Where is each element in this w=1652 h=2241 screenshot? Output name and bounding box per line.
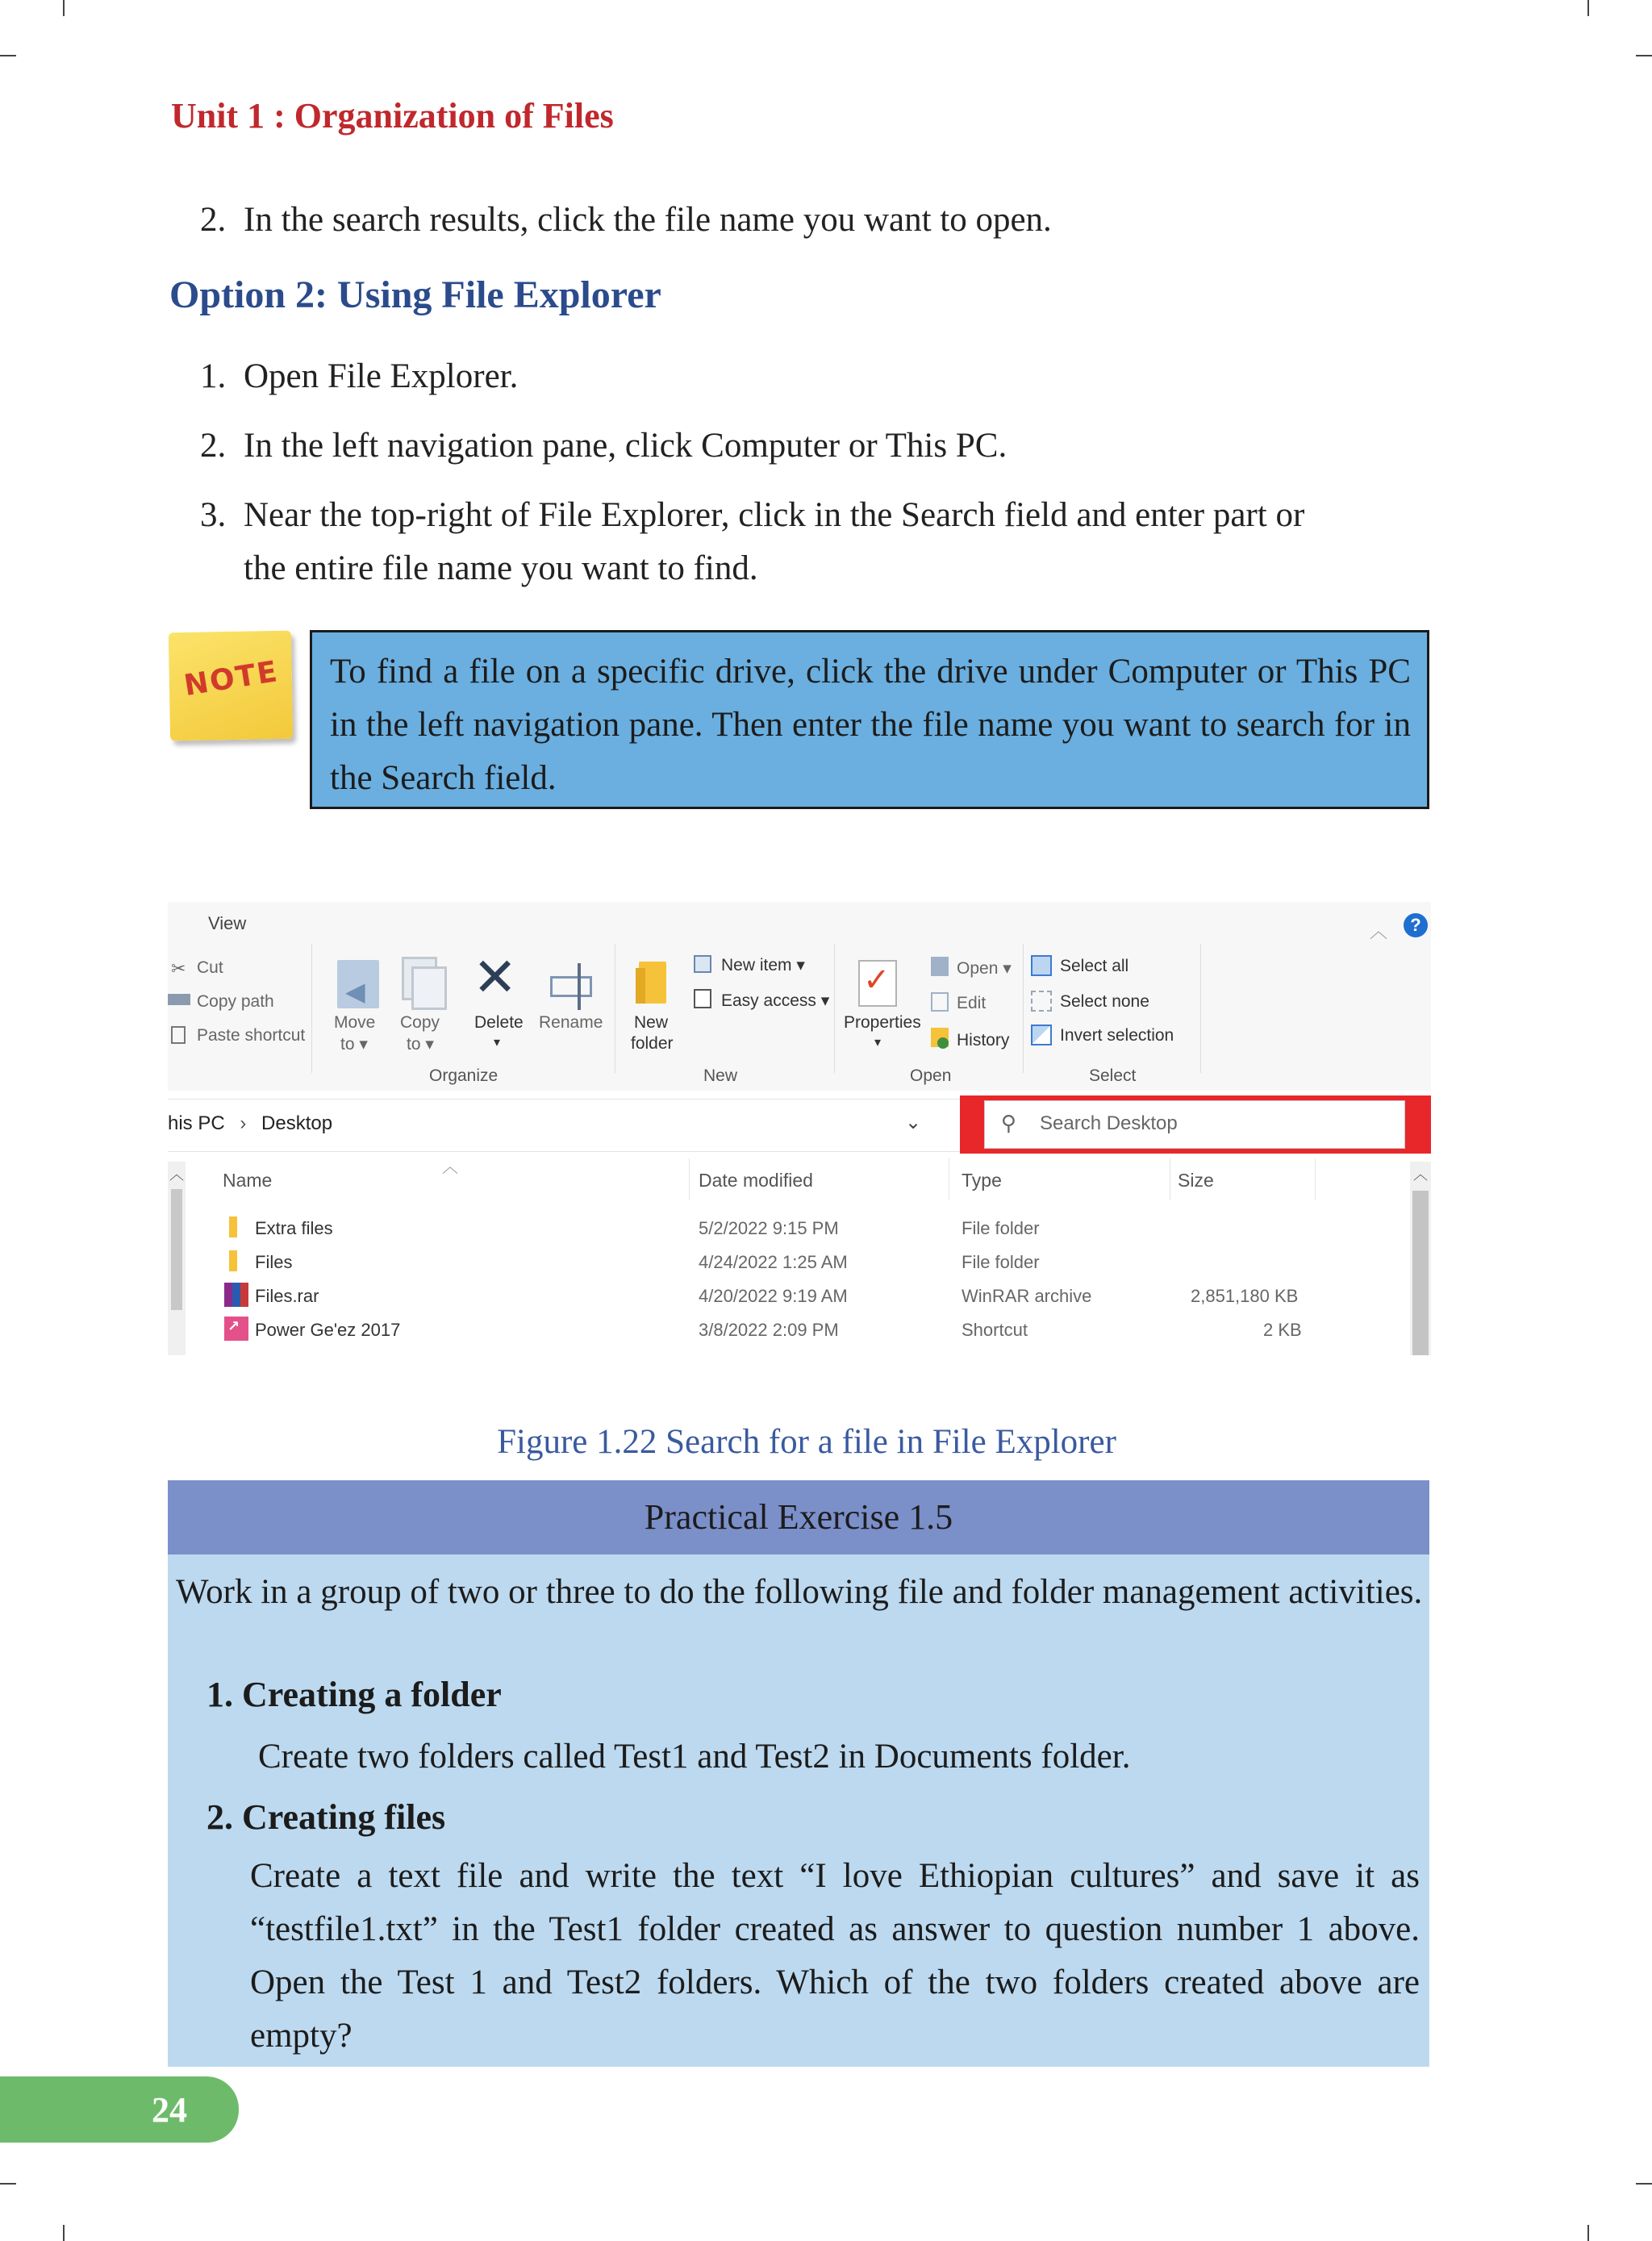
- breadcrumb: [168, 1112, 332, 1135]
- exercise-item-text: Create two folders called Test1 and Test2 in Documents folder.: [258, 1738, 1131, 1776]
- new-item-icon: [694, 955, 711, 973]
- shortcut-arrow-icon: ↗: [227, 1318, 240, 1334]
- nav-pane-scrollbar[interactable]: [168, 1162, 186, 1355]
- ribbon-separator: [311, 944, 312, 1073]
- copy-to-button[interactable]: Copy: [400, 1013, 440, 1032]
- open-icon: [931, 957, 949, 976]
- properties-dropdown[interactable]: ▾: [874, 1036, 882, 1050]
- exercise-intro: Work in a group of two or three to do the following file and folder management activities.: [176, 1573, 1423, 1611]
- edit-icon: [931, 992, 949, 1012]
- crop-mark: [63, 0, 65, 16]
- edit-button[interactable]: Edit: [957, 994, 987, 1012]
- column-header-date[interactable]: Date modified: [699, 1170, 813, 1191]
- delete-button[interactable]: Delete: [474, 1013, 524, 1032]
- rename-button[interactable]: Rename: [539, 1013, 603, 1032]
- move-to-dropdown[interactable]: to ▾: [340, 1035, 368, 1054]
- option-step: [200, 426, 1007, 465]
- address-dropdown-icon[interactable]: ⌄: [905, 1112, 922, 1133]
- new-item-button[interactable]: New item ▾: [721, 956, 805, 974]
- file-date: 4/20/2022 9:19 AM: [699, 1286, 848, 1306]
- delete-icon: ✕: [473, 947, 518, 1007]
- file-explorer-screenshot: [168, 902, 1431, 1355]
- step-text: Open File Explorer.: [244, 357, 519, 395]
- note-label: NOTE: [181, 655, 282, 703]
- breadcrumb-separator: ›: [240, 1112, 247, 1134]
- file-name: Files.rar: [255, 1286, 319, 1306]
- select-all-icon: [1031, 955, 1052, 976]
- view-tab[interactable]: View: [208, 913, 247, 933]
- file-name: Extra files: [255, 1218, 333, 1238]
- scrollbar-thumb[interactable]: [171, 1189, 182, 1310]
- crop-mark: [1636, 55, 1652, 56]
- new-folder-button[interactable]: New: [634, 1013, 669, 1032]
- breadcrumb-this-pc[interactable]: his PC: [168, 1112, 225, 1134]
- crop-mark: [63, 2225, 65, 2241]
- history-button[interactable]: History: [957, 1031, 1010, 1050]
- crop-mark: [0, 55, 16, 56]
- select-none-icon: [1031, 991, 1052, 1012]
- note-sticky-icon: [169, 631, 293, 741]
- arrow-left-icon: ◀: [345, 977, 365, 1006]
- breadcrumb-desktop[interactable]: Desktop: [261, 1112, 333, 1134]
- ribbon-separator: [1200, 944, 1201, 1073]
- file-date: 4/24/2022 1:25 AM: [699, 1252, 848, 1272]
- exercise-header: [168, 1480, 1429, 1555]
- search-placeholder: Search Desktop: [1040, 1112, 1178, 1134]
- file-list-scrollbar[interactable]: [1410, 1162, 1431, 1355]
- figure-caption: Figure 1.22 Search for a file in File Explorer: [497, 1423, 1116, 1461]
- step-number: 3.: [200, 496, 227, 534]
- new-folder-icon-side: [636, 968, 645, 1004]
- new-group-label: New: [703, 1066, 738, 1085]
- collapse-ribbon-icon[interactable]: ︿: [1370, 921, 1388, 941]
- exercise-title: Practical Exercise 1.5: [644, 1497, 953, 1537]
- folder-icon: [229, 1250, 237, 1271]
- scrollbar-thumb[interactable]: [1412, 1191, 1429, 1355]
- search-step: [200, 200, 1052, 240]
- history-badge-icon: [937, 1037, 949, 1049]
- rename-cursor-icon: [578, 963, 581, 1010]
- search-highlight: [960, 1095, 1431, 1154]
- new-folder-button-line2[interactable]: folder: [631, 1034, 674, 1053]
- help-icon[interactable]: ?: [1404, 913, 1428, 937]
- rename-icon: [550, 976, 592, 997]
- paste-shortcut-icon: [171, 1026, 186, 1044]
- note-box: To find a file on a specific drive, click the drive under Computer or This PC in the left navigation pane. Then enter the file name you want to search for in the Search field.: [310, 630, 1429, 809]
- option-step: [200, 357, 518, 396]
- scroll-up-icon[interactable]: ︿: [169, 1166, 184, 1183]
- file-type: WinRAR archive: [962, 1286, 1092, 1306]
- exercise-item-text: Create a text file and write the text “I love Ethiopian cultures” and save it as “testfile1.txt” in the Test1 folder created as answer to question number 1 above. Open the Test 1 and Test2 folders. Which of the two folders created above are empty?: [250, 1857, 1420, 2055]
- exercise-item-title: 2. Creating files: [206, 1797, 446, 1837]
- sort-indicator-icon: ︿: [442, 1158, 458, 1176]
- file-type: File folder: [962, 1252, 1040, 1272]
- easy-access-icon: [694, 989, 711, 1008]
- easy-access-button[interactable]: Easy access ▾: [721, 991, 830, 1010]
- scroll-up-icon[interactable]: ︿: [1413, 1166, 1428, 1183]
- properties-button[interactable]: Properties: [844, 1013, 921, 1032]
- crop-mark: [1636, 2183, 1652, 2185]
- column-header-name[interactable]: Name: [223, 1170, 273, 1191]
- cut-button[interactable]: Cut: [197, 958, 223, 977]
- copy-to-icon-back: [411, 966, 447, 1010]
- checkmark-icon: ✓: [863, 962, 891, 998]
- step-text: In the search results, click the file name you want to open.: [244, 201, 1052, 239]
- exercise-item-title: 1. Creating a folder: [206, 1675, 502, 1714]
- winrar-icon: [224, 1283, 248, 1307]
- copy-path-icon: [168, 994, 190, 1005]
- option-step-continued: the entire file name you want to find.: [244, 549, 758, 587]
- page-number: 24: [152, 2090, 187, 2130]
- organize-group-label: Organize: [429, 1066, 499, 1085]
- exercise-body: [168, 1555, 1429, 2067]
- paste-shortcut-button[interactable]: Paste shortcut: [197, 1026, 306, 1045]
- step-text: Near the top-right of File Explorer, click in the Search field and enter part or: [244, 496, 1305, 534]
- step-text: In the left navigation pane, click Computer or This PC.: [244, 427, 1007, 465]
- step-number: 1.: [200, 357, 227, 395]
- crop-mark: [0, 2183, 16, 2185]
- option-title: Option 2: Using File Explorer: [169, 273, 661, 316]
- search-icon: ⚲: [1001, 1111, 1017, 1135]
- invert-selection-icon: [1031, 1025, 1052, 1045]
- file-size: 2 KB: [1263, 1320, 1302, 1340]
- folder-icon: [229, 1216, 237, 1237]
- option-step: [200, 495, 1304, 535]
- delete-dropdown[interactable]: ▾: [494, 1036, 501, 1050]
- search-input[interactable]: [984, 1100, 1405, 1149]
- column-divider: [689, 1158, 690, 1200]
- column-header-type[interactable]: Type: [962, 1170, 1002, 1191]
- copy-path-button[interactable]: Copy path: [197, 992, 274, 1011]
- cut-icon: ✂: [171, 958, 186, 979]
- file-size: 2,851,180 KB: [1191, 1286, 1299, 1306]
- invert-selection-button[interactable]: Invert selection: [1060, 1026, 1174, 1045]
- ribbon: [168, 902, 1431, 1091]
- open-group-label: Open: [910, 1066, 952, 1085]
- select-all-button[interactable]: Select all: [1060, 957, 1129, 975]
- open-button[interactable]: Open ▾: [957, 959, 1012, 978]
- unit-header: Unit 1 : Organization of Files: [171, 96, 614, 136]
- select-none-button[interactable]: Select none: [1060, 992, 1149, 1011]
- ribbon-separator: [834, 944, 835, 1073]
- ribbon-separator: [1023, 944, 1024, 1073]
- file-date: 5/2/2022 9:15 PM: [699, 1218, 839, 1238]
- column-header-size[interactable]: Size: [1178, 1170, 1214, 1191]
- file-date: 3/8/2022 2:09 PM: [699, 1320, 839, 1340]
- step-number: 2.: [200, 201, 227, 239]
- copy-to-dropdown[interactable]: to ▾: [407, 1035, 434, 1054]
- move-to-button[interactable]: Move: [334, 1013, 376, 1032]
- crop-mark: [1587, 0, 1589, 16]
- step-number: 2.: [200, 427, 227, 465]
- file-name: Power Ge'ez 2017: [255, 1320, 401, 1340]
- crop-mark: [1587, 2225, 1589, 2241]
- file-type: File folder: [962, 1218, 1040, 1238]
- page-number-tab: [0, 2076, 239, 2143]
- column-divider: [1315, 1158, 1316, 1200]
- file-type: Shortcut: [962, 1320, 1028, 1340]
- select-group-label: Select: [1089, 1066, 1137, 1085]
- file-name: Files: [255, 1252, 293, 1272]
